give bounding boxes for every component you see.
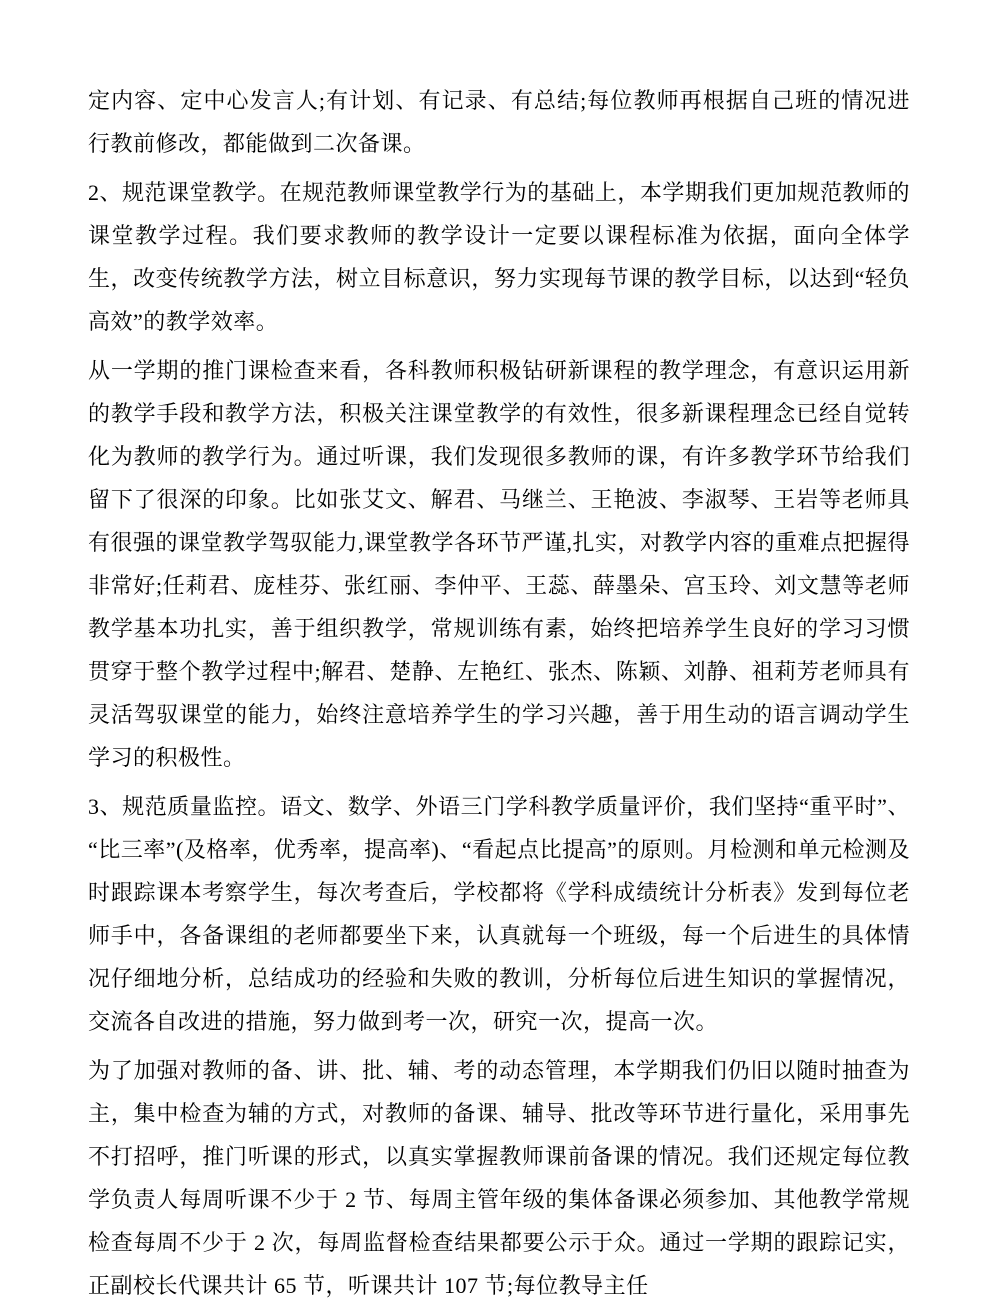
- paragraph-quality-monitoring: 3、规范质量监控。语文、数学、外语三门学科教学质量评价，我们坚持“重平时”、“比三率”(及格率，优秀率，提高率)、“看起点比提高”的原则。月检测和单元检测及时跟踪课本考察学生，每次考查后，学校都将《学科成绩统计分析表》发到每位老师手中，各备课组的老师都要坐下来，认真就每一个班级，每一个后进生的具体情况仔细地分析，总结成功的经验和失败的教训，分析每位后进生知识的掌握情况，交流各自改进的措施，努力做到考一次，研究一次，提高一次。: [88, 794, 910, 1034]
- paragraph-dynamic-management: 为了加强对教师的备、讲、批、辅、考的动态管理，本学期我们仍旧以随时抽查为主，集中检查为辅的方式，对教师的备课、辅导、批改等环节进行量化，采用事先不打招呼，推门听课的形式，以真实掌握教师课前备课的情况。我们还规定每位教学负责人每周听课不少于 2 节、每周主管年级的集体备课必须参加、其他教学常规检查每周不少于 2 次，每周监督检查结果都要公示于众。通过一学期的跟踪记实，正副校长代课共计 65 节，听课共计 107 节;每位教导主任: [88, 1058, 910, 1298]
- paragraph-preparation-summary: 定内容、定中心发言人;有计划、有记录、有总结;每位教师再根据自己班的情况进行教前修改，都能做到二次备课。: [88, 88, 910, 156]
- paragraph-lesson-observation: 从一学期的推门课检查来看，各科教师积极钻研新课程的教学理念，有意识运用新的教学手段和教学方法，积极关注课堂教学的有效性，很多新课程理念已经自觉转化为教师的教学行为。通过听课，我们发现很多教师的课，有许多教学环节给我们留下了很深的印象。比如张艾文、解君、马继兰、王艳波、李淑琴、王岩等老师具有很强的课堂教学驾驭能力,课堂教学各环节严谨,扎实，对教学内容的重难点把握得非常好;任莉君、庞桂芬、张红丽、李仲平、王蕊、薛墨朵、宫玉玲、刘文慧等老师教学基本功扎实，善于组织教学，常规训练有素，始终把培养学生良好的学习习惯贯穿于整个教学过程中;解君、楚静、左艳红、张杰、陈颖、刘静、祖莉芳老师具有灵活驾驭课堂的能力，始终注意培养学生的学习兴趣，善于用生动的语言调动学生学习的积极性。: [88, 358, 911, 770]
- paragraph-classroom-teaching: 2、规范课堂教学。在规范教师课堂教学行为的基础上，本学期我们更加规范教师的课堂教学过程。我们要求教师的教学设计一定要以课程标准为依据，面向全体学生，改变传统教学方法，树立目标意识，努力实现每节课的教学目标，以达到“轻负高效”的教学效率。: [88, 180, 910, 334]
